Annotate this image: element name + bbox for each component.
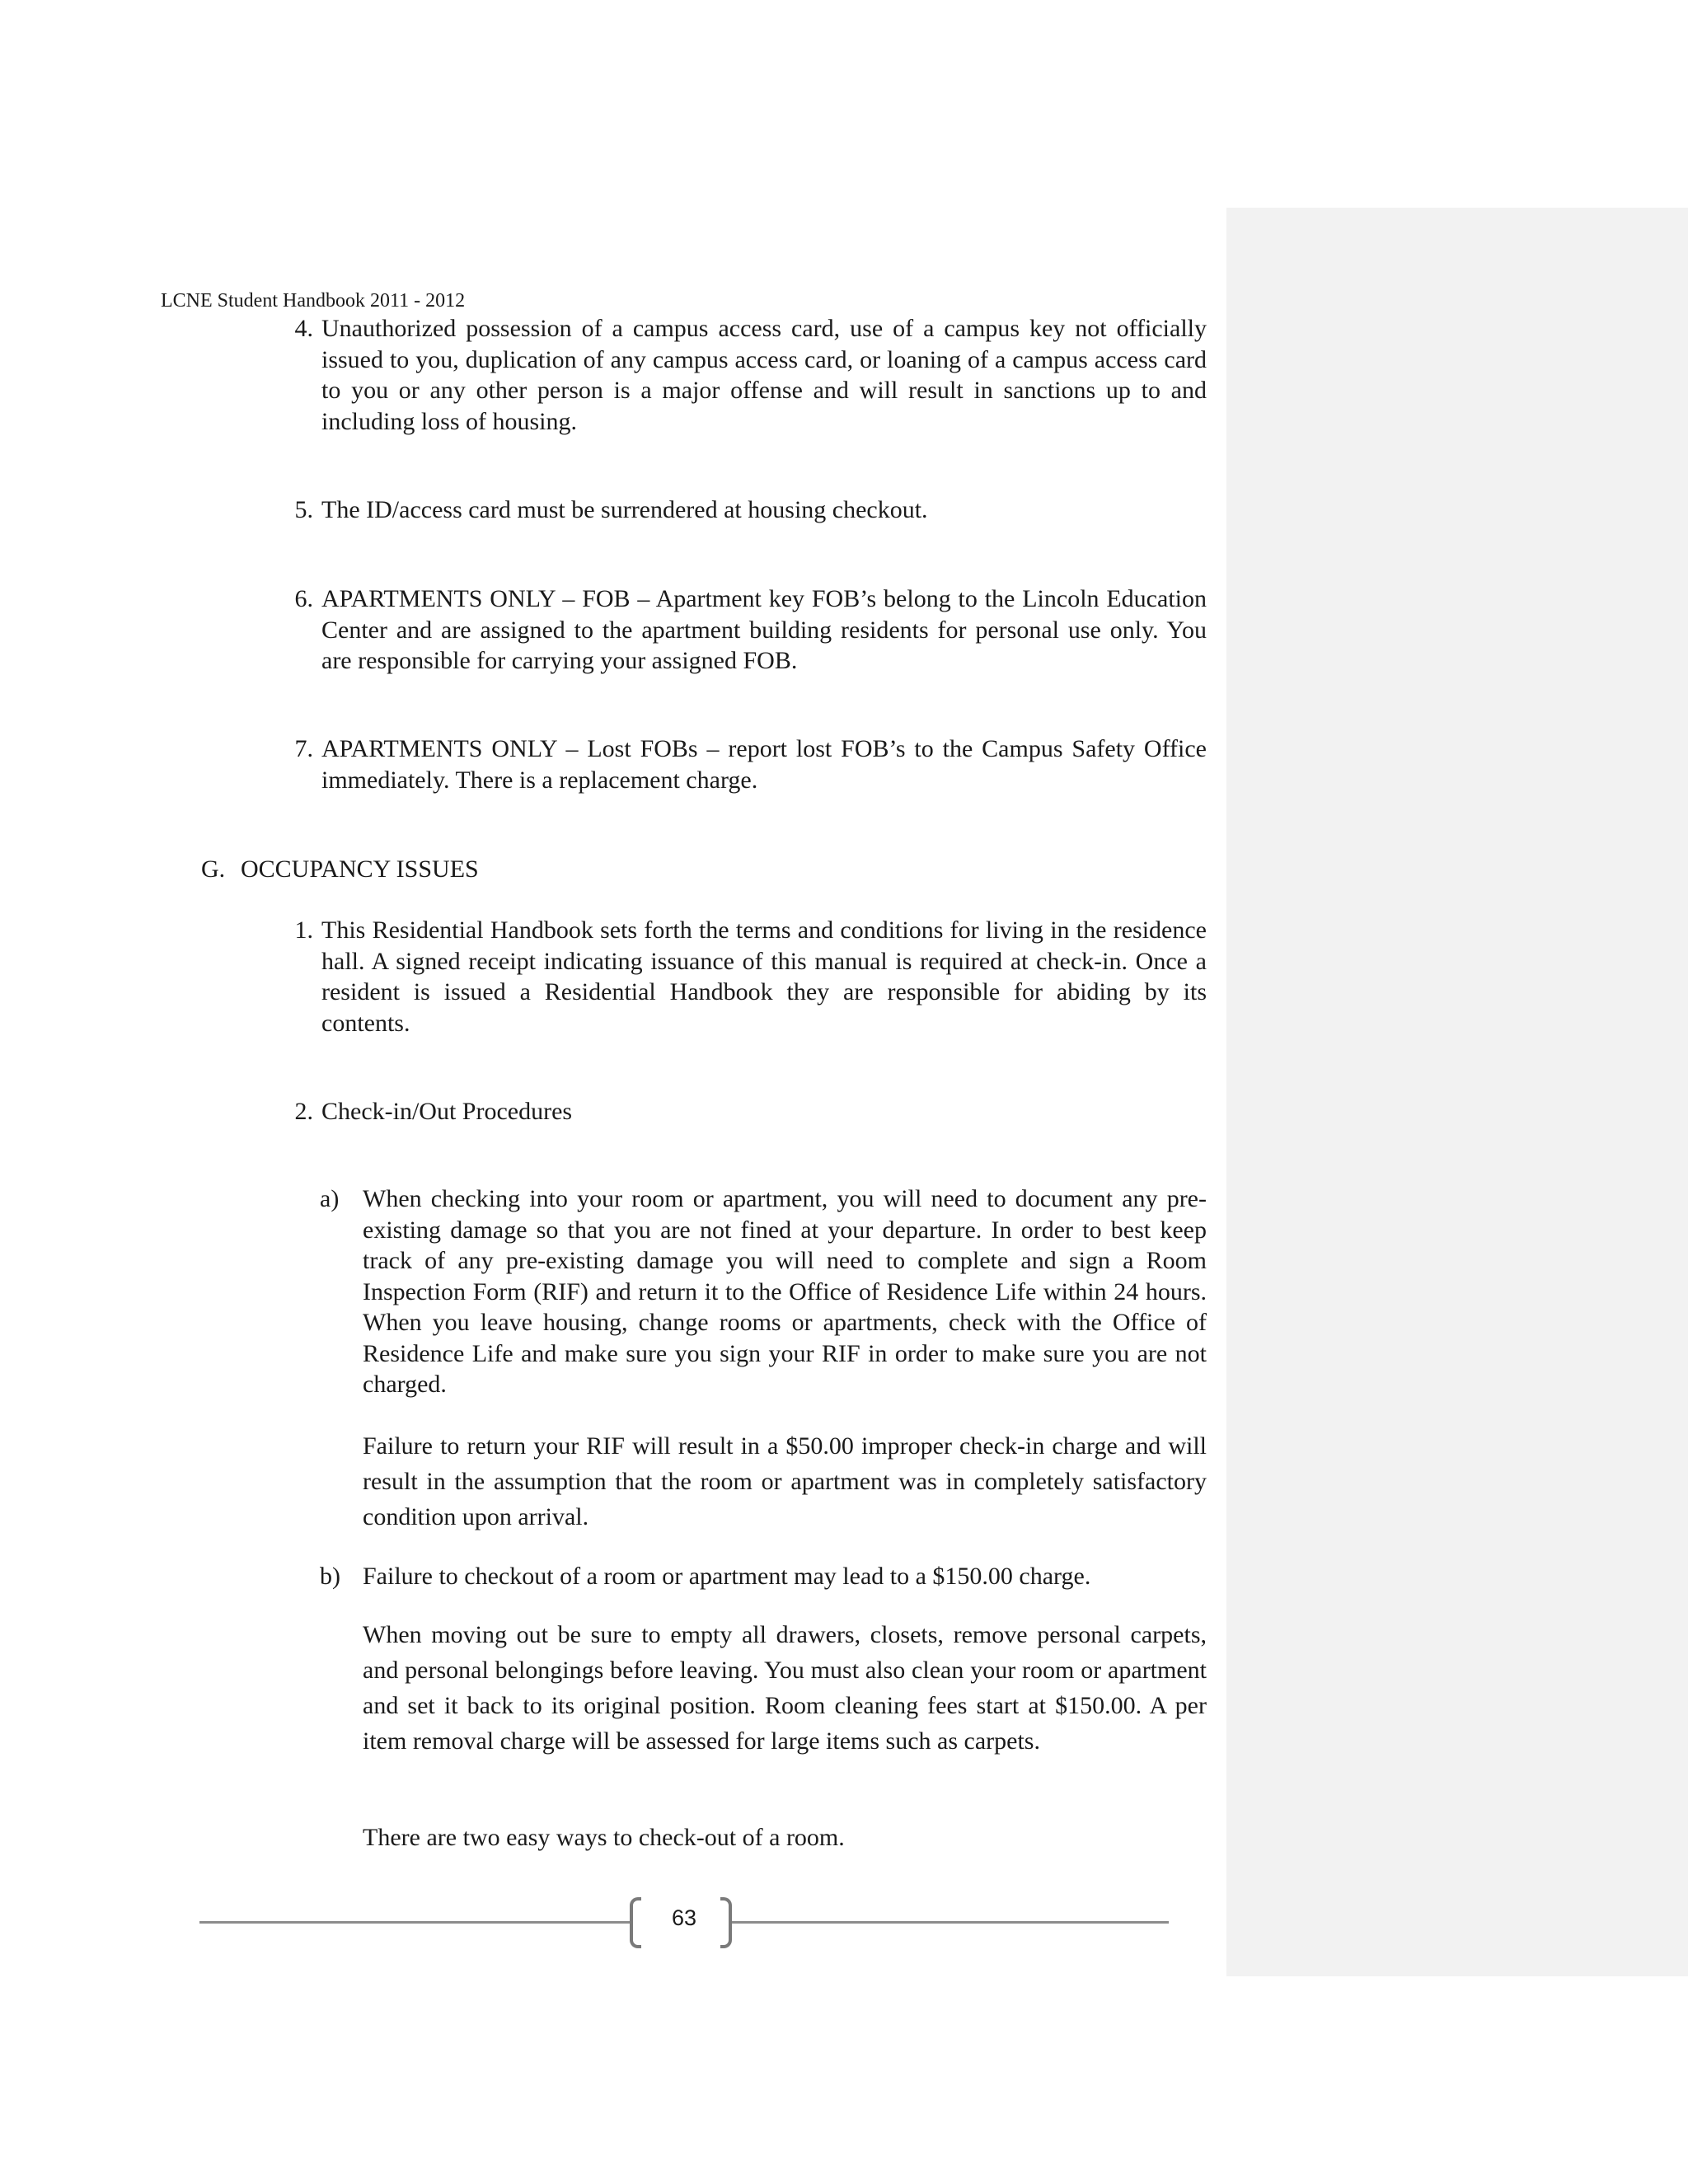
right-bracket-icon — [720, 1897, 732, 1948]
item-number: 6. — [294, 585, 313, 612]
item-text: This Residential Handbook sets forth the terms and conditions for living in the residence hall. A signed receipt indicating issuance of this manual is required at check-in. Once a resident is issued a Residential Handbook they are responsible for abiding by its contents. — [321, 916, 1207, 1037]
item-text: Check-in/Out Procedures — [321, 1098, 573, 1125]
item-text: APARTMENTS ONLY – Lost FOBs – report lost FOB’s to the Campus Safety Office immediately. There is a replacement charge. — [321, 735, 1207, 794]
left-bracket-icon — [630, 1897, 641, 1948]
item-text: Unauthorized possession of a campus access card, use of a campus key not officially issued to you, duplication of any campus access card, or loaning of a campus access card to you or any other person is a major offense and will result in sanctions up to and including loss of housing. — [321, 315, 1207, 435]
item-text: The ID/access card must be surrendered at housing checkout. — [321, 496, 928, 523]
page-number: 63 — [671, 1905, 697, 1930]
sub-item-text: When checking into your room or apartment, you will need to document any pre-existing damage so that you are not fined at your departure. In order to best keep track of any pre-existing damage you will need to complete and sign a Room Inspection Form (RIF) and return it to the Office of Residence Life within 24 hours. When you leave housing, change rooms or apartments, check with the Office of Residence Life and make sure you sign your RIF in order to make sure you are not charged. — [363, 1185, 1207, 1398]
paragraph: There are two easy ways to check-out of a room. — [363, 1824, 845, 1851]
running-header: LCNE Student Handbook 2011 - 2012 — [161, 290, 466, 312]
item-number: 5. — [294, 496, 313, 523]
footer-rule-right — [732, 1921, 1169, 1924]
item-text: APARTMENTS ONLY – FOB – Apartment key FOB’s belong to the Lincoln Education Center and are assigned to the apartment building residents for personal use only. You are responsible for carrying your assigned FOB. — [321, 585, 1207, 674]
item-number: 2. — [294, 1098, 313, 1125]
comment-pane — [1226, 208, 1688, 1976]
sub-item-text: Failure to checkout of a room or apartment may lead to a $150.00 charge. — [363, 1563, 1091, 1590]
section-title: OCCUPANCY ISSUES — [241, 855, 479, 883]
section-letter: G. — [201, 855, 226, 883]
item-number: 4. — [294, 315, 313, 342]
sub-item-label: b) — [320, 1563, 340, 1590]
item-number: 1. — [294, 916, 313, 944]
footer-rule-left — [199, 1921, 630, 1924]
sub-item-label: a) — [320, 1185, 340, 1212]
paragraph: When moving out be sure to empty all drawers, closets, remove personal carpets, and personal belongings before leaving. You must also clean your room or apartment and set it back to its original position. Room cleaning fees start at $150.00. A per item removal charge will be assessed for large items such as carpets. — [363, 1621, 1207, 1755]
paragraph: Failure to return your RIF will result in a $50.00 improper check-in charge and will result in the assumption that the room or apartment was in completely satisfactory condition upon arrival. — [363, 1432, 1207, 1530]
item-number: 7. — [294, 735, 313, 762]
